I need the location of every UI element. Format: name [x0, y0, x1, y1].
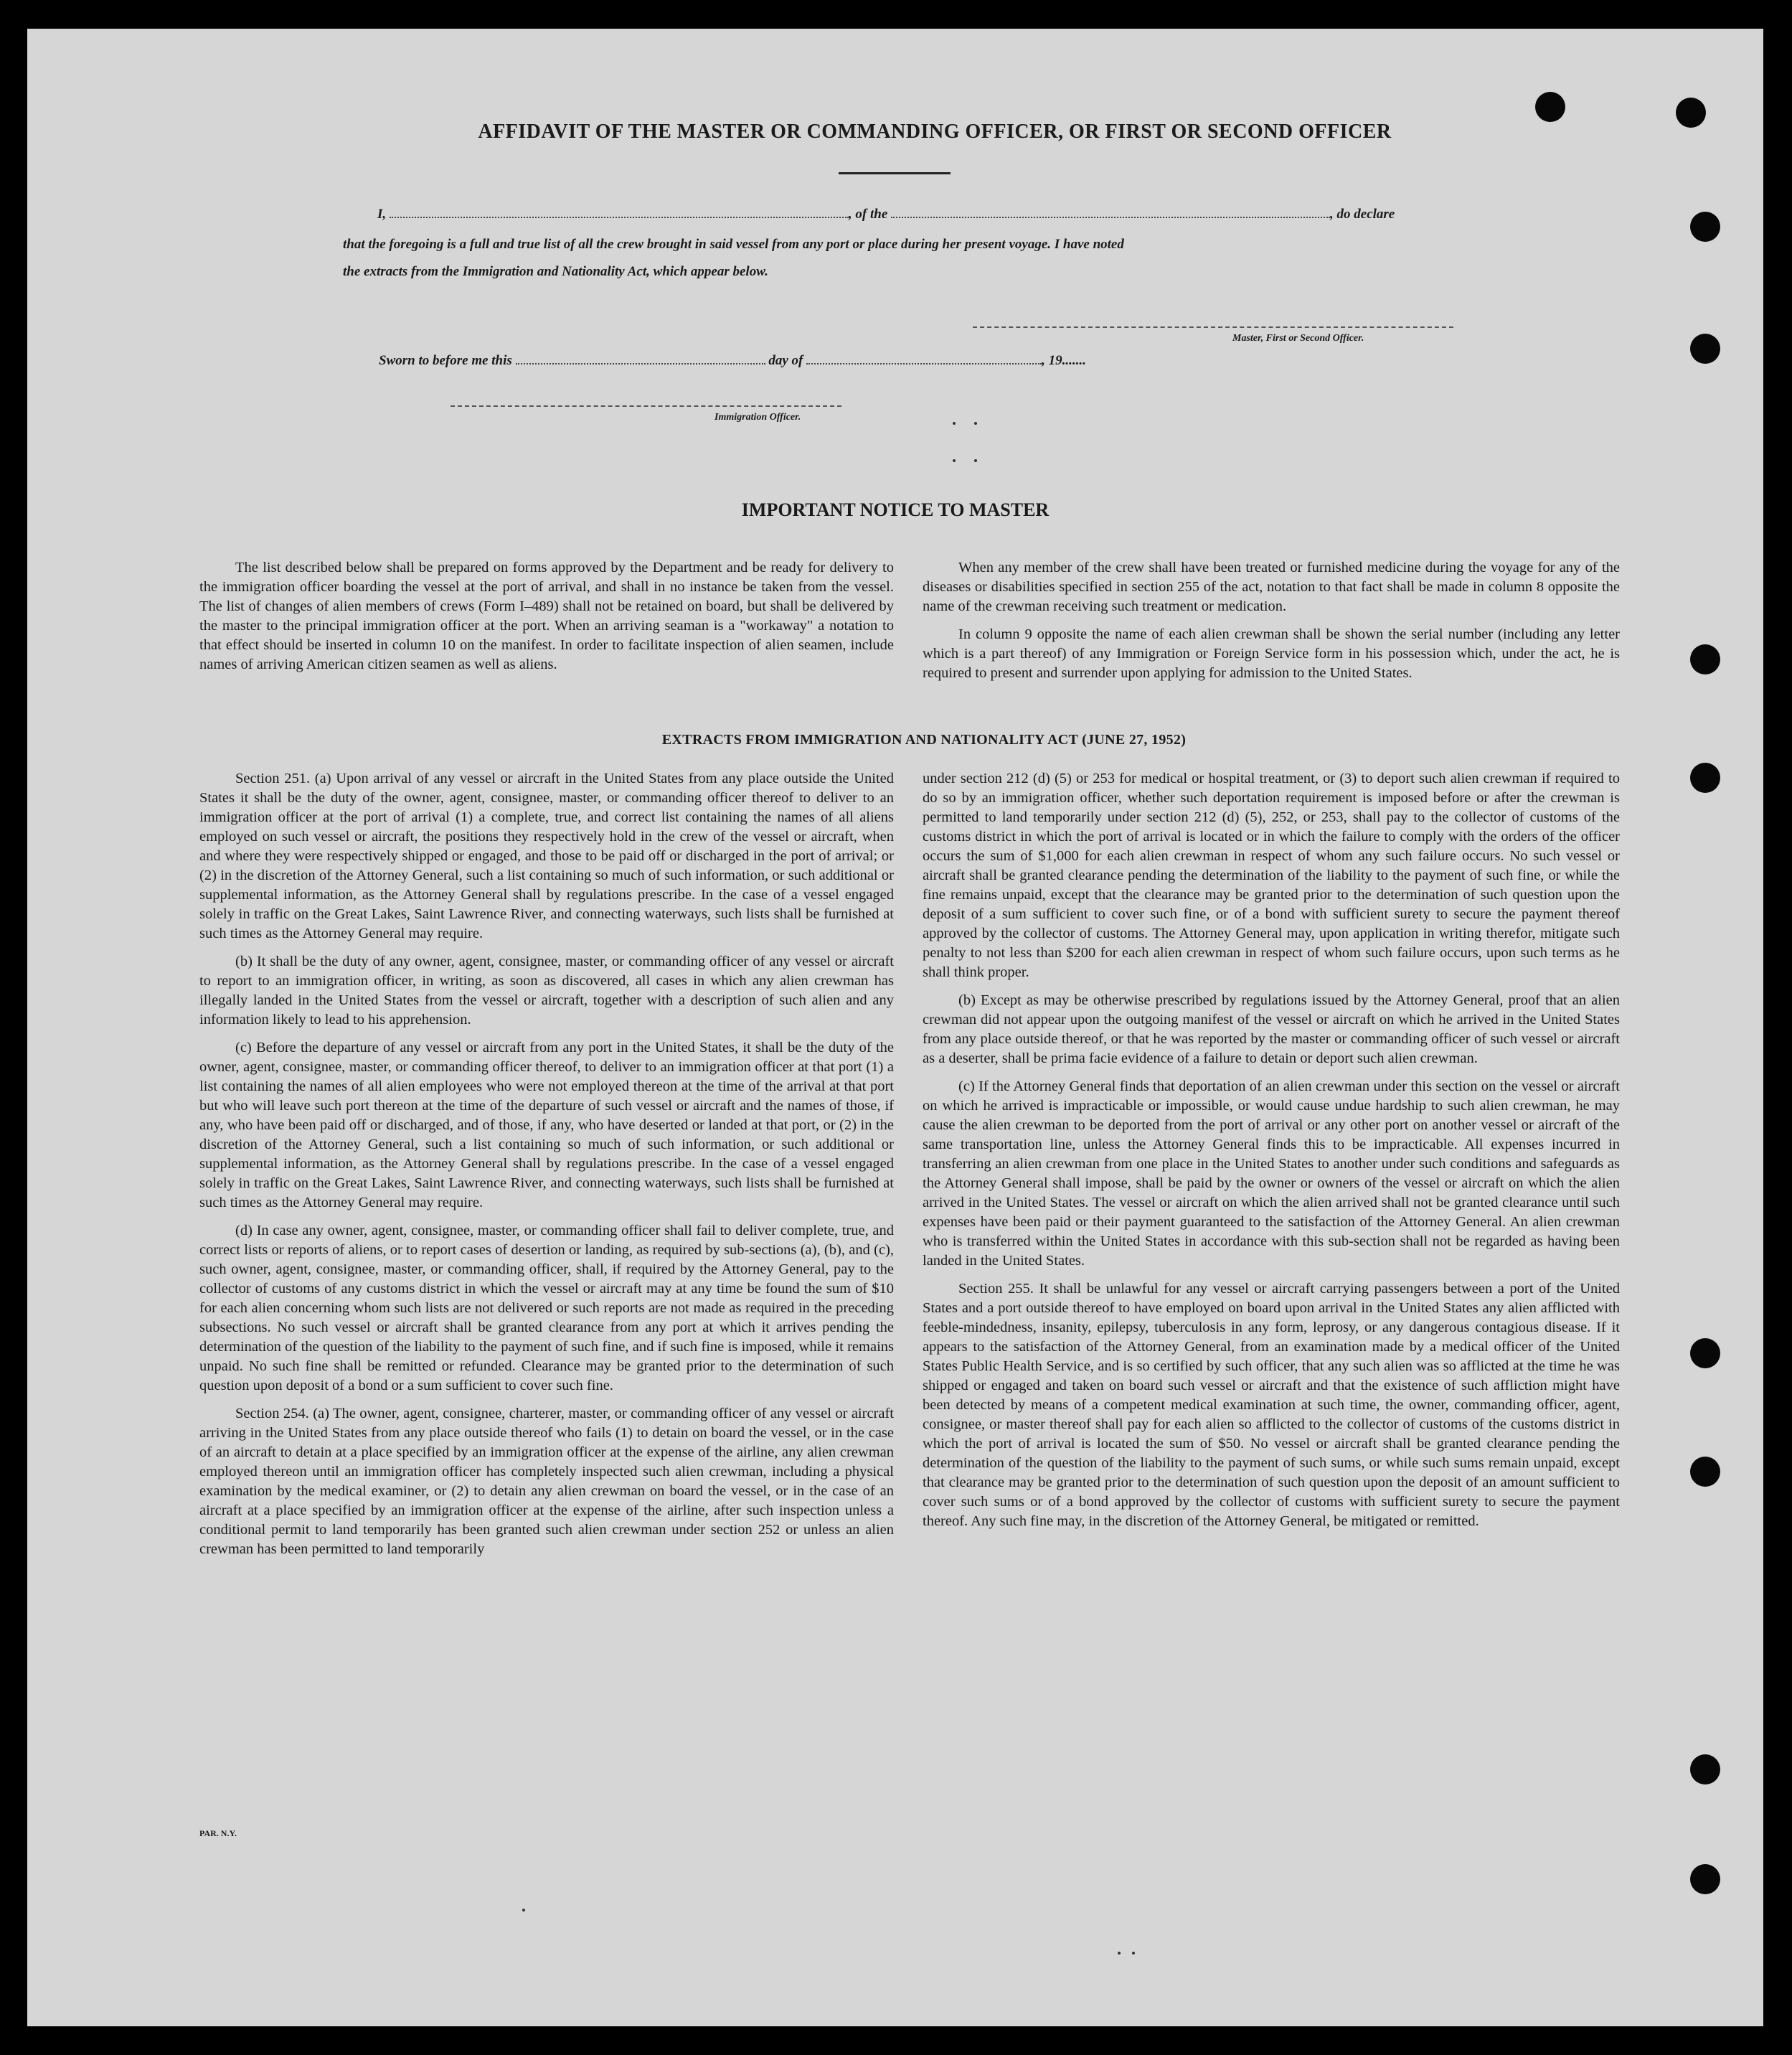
speck: [974, 422, 977, 425]
name-field[interactable]: [390, 217, 849, 218]
section-paragraph: Section 251. (a) Upon arrival of any vessel or aircraft in the United States from any place outside the United States it shall be the duty of the owner, agent, consignee, master, or commanding officer thereof to deliver to an immigration officer at the port of arrival (1) a complete, true, and correct list containing the names of all aliens employed on such vessel or aircraft, the positions they respectively hold in the crew of the vessel or aircraft, when and where they were respectively shipped or engaged, and those to be paid off or discharged in the port of arrival; or (2) in the discretion of the Attorney General, such a list containing so much of such information, or such additional or supplemental information, as the Attorney General shall by regulations prescribe. In the case of a vessel engaged solely in traffic on the Great Lakes, Saint Lawrence River, and connecting waterways, such lists shall be furnished at such times as the Attorney General may require.: [199, 771, 894, 941]
speck: [522, 1909, 525, 1911]
master-signature-line[interactable]: [973, 326, 1453, 328]
immigration-officer-label: Immigration Officer.: [715, 412, 801, 423]
year-label: , 19.......: [1042, 353, 1086, 368]
i-label: I,: [377, 207, 387, 222]
master-signature-label: Master, First or Second Officer.: [1232, 333, 1364, 344]
of-the-label: , of the: [848, 207, 888, 222]
punch-hole: [1690, 1754, 1720, 1784]
punch-hole: [1690, 334, 1720, 364]
notice-paragraph: The list described below shall be prepared on forms approved by the Department and be ready for delivery to the immigration officer boarding the vessel at the port of arrival, and shall in no instance be taken from the vessel. The list of changes of alien members of crews (Form I–489) shall not be retained on board, but shall be delivered by the master to the principal immigration officer at the port. When an arriving seaman is a "workaway" a notation to that effect should be inserted in column 10 on the manifest. In order to facilitate inspection of alien seamen, include names of arriving American citizen seamen as well as aliens.: [199, 560, 894, 672]
punch-hole: [1690, 1864, 1720, 1894]
notice-right-column: [923, 558, 1620, 683]
speck: [1118, 1952, 1121, 1955]
vessel-field[interactable]: [891, 217, 1330, 218]
section-paragraph: (b) Except as may be otherwise prescribed by regulations issued by the Attorney General, proof that an alien crewman did not appear upon the outgoing manifest of the vessel or aircraft on which he arrived in the United States from any place outside thereof, or that he was reported by the master or commanding officer of such vessel or aircraft as a deserter, shall be prima facie evidence of a failure to detain or deport such alien crewman.: [923, 992, 1620, 1066]
extracts-right-column: [923, 769, 1620, 1531]
extracts-left-column: [199, 769, 894, 1559]
speck: [953, 422, 956, 425]
sworn-line: [379, 353, 1086, 369]
section-paragraph: under section 212 (d) (5) or 253 for medical or hospital treatment, or (3) to deport such alien crewman if required to do so by an immigration officer, whether such deportation requirement is imposed before or after the crewman is permitted to land temporarily under section 212 (d) (5), 252, or 253, shall pay to the collector of customs of the customs district in which the port of arrival is located or in which the failure to comply with the orders of the officer occurs the sum of $1,000 for each alien crewman in respect of whom any such failure occurs. No such vessel or aircraft shall be granted clearance pending the determination of the liability to the payment of such fine, or while the fine remains unpaid, except that the clearance may be granted prior to the determination of such question upon the deposit of a sum sufficient to cover such fine, or of a bond with sufficient surety to secure the payment thereof approved by the collector of customs. The Attorney General may, upon application in writing therefor, mitigate such penalty to not less than $200 for each alien crewman in respect of whom such failure occurs, upon such terms as he shall think proper.: [923, 771, 1620, 980]
section-paragraph: (c) If the Attorney General finds that deportation of an alien crewman under this section on the vessel or aircraft on which he arrived is impracticable or impossible, or would cause undue hardship to such alien crewman, he may cause the alien crewman to be deported from the port of arrival or any other port on another vessel or aircraft of the same transportation line, unless the Attorney General finds this to be impracticable. All expenses incurred in transferring an alien crewman from one place in the United States to another under such conditions and safeguards as the Attorney General shall impose, shall be paid by the owner or owners of the vessel or aircraft on which the alien arrived in the United States. The vessel or aircraft on which the alien arrived shall not be granted clearance until such expenses have been paid or their payment guaranteed to the satisfaction of the Attorney General. An alien crewman who is transferred within the United States in accordance with this sub-section shall not be regarded as having been landed in the United States.: [923, 1078, 1620, 1269]
punch-hole: [1535, 92, 1565, 122]
immigration-officer-signature-line[interactable]: [451, 405, 841, 407]
section-paragraph: (c) Before the departure of any vessel or aircraft from any port in the United States, it shall be the duty of the owner, agent, consignee, master, or commanding officer thereof, to deliver to an immigration officer at that port (1) a list containing the names of all alien employees who were not employed thereon at the time of the arrival at that port but who will leave such port thereon at the time of the departure of such vessel or aircraft and the names of those, if any, who have been paid off or discharged, and of those, if any, who have deserted or landed at that port, or (2) in the discretion of the Attorney General, such a list containing so much of such information, or such additional or supplemental information, as the Attorney General shall by regulations prescribe. In the case of a vessel engaged solely in traffic on the Great Lakes, Saint Lawrence River, and connecting waterways, such lists shall be furnished at such times as the Attorney General may require.: [199, 1040, 894, 1210]
month-field[interactable]: [806, 363, 1042, 365]
title-underline: [839, 172, 951, 174]
speck: [974, 459, 977, 462]
section-paragraph: Section 254. (a) The owner, agent, consignee, charterer, master, or commanding officer of any vessel or aircraft arriving in the United States from any place outside thereof who fails (1) to detain on board the vessel, or in the case of an aircraft to detain at a place specified by an immigration officer at the expense of the airline, any alien crewman employed thereon until an immigration officer has completely inspected such alien crewman, including a physical examination by the medical examiner, or (2) to detain any alien crewman on board the vessel, or in the case of an aircraft at a place specified by an immigration officer at the expense of the airline, after such inspection unless a conditional permit to land temporarily has been granted such alien crewman under section 252 or unless an alien crewman has been permitted to land temporarily: [199, 1406, 894, 1557]
punch-hole: [1690, 212, 1720, 242]
notice-left-column: [199, 558, 894, 674]
punch-hole: [1690, 763, 1720, 793]
section-paragraph: Section 255. It shall be unlawful for any vessel or aircraft carrying passengers between a port of the United States and a port outside thereof to have employed on board upon arrival in the United States any alien afflicted with feeble-mindedness, insanity, epilepsy, tuberculosis in any form, leprosy, or any dangerous contagious disease. If it appears to the satisfaction of the Attorney General, from an examination made by a medical officer of the United States Public Health Service, and is so certified by such officer, that any such alien was so afflicted at the time he was shipped or engaged and taken on board such vessel or aircraft and that the existence of such affliction might have been detected by means of a competent medical examination at such time, the owner, commanding officer, agent, consignee, or master thereof shall pay for each alien so afflicted to the collector of customs of the customs district in which the port of arrival is located the sum of $50. No vessel or aircraft shall be granted clearance pending the determination of the question of the liability to the payment of such sums, or while such sums remain unpaid, except that clearance may be granted prior to the determination of such question upon the deposit of an amount sufficient to cover such sums or of a bond approved by the collector of customs with sufficient surety to secure the payment thereof. Any such fine may, in the discretion of the Attorney General, be mitigated or remitted.: [923, 1281, 1620, 1529]
section-paragraph: (d) In case any owner, agent, consignee, master, or commanding officer shall fail to deliver complete, true, and correct lists or reports of aliens, or to report cases of desertion or landing, as required by sub-sections (a), (b), and (c), such owner, agent, consignee, master, or commanding officer, shall, if required by the Attorney General, pay to the collector of customs of any customs district in which the vessel or aircraft may at any time be found the sum of $10 for each alien concerning whom such lists are not delivered or such reports are not made as required in the preceding subsections. No such vessel or aircraft shall be granted clearance from any port at which it arrives pending the determination of the question of the liability to the payment of such fine, and if such fine is imposed, while it remains unpaid. No such fine shall be remitted or refunded. Clearance may be granted prior to the determination of such question upon deposit of a bond or a sum sufficient to cover such fine.: [199, 1223, 894, 1393]
notice-paragraph: When any member of the crew shall have been treated or furnished medicine during the voyage for any of the diseases or disabilities specified in section 255 of the act, notation to that fact shall be made in column 8 opposite the name of the crewman receiving such treatment or medication.: [923, 560, 1620, 614]
punch-hole: [1690, 1457, 1720, 1487]
declaration-line: [377, 207, 1395, 222]
statement-line-1: that the foregoing is a full and true list of all the crew brought in said vessel from any port or place during her present voyage. I have noted: [343, 237, 1124, 252]
speck: [1132, 1952, 1135, 1955]
day-of-label: day of: [768, 353, 803, 368]
printer-mark: PAR. N.Y.: [199, 1828, 237, 1838]
notice-title: IMPORTANT NOTICE TO MASTER: [741, 499, 1050, 520]
punch-hole: [1690, 1338, 1720, 1368]
sworn-label: Sworn to before me this: [379, 353, 512, 368]
day-field[interactable]: [516, 363, 765, 365]
speck: [953, 459, 956, 462]
notice-paragraph: In column 9 opposite the name of each alien crewman shall be shown the serial number (including any letter which is a part thereof) of any Immigration or Foreign Service form in his possession which, under the act, he is required to present and surrender upon applying for admission to the United States.: [923, 626, 1620, 681]
section-paragraph: (b) It shall be the duty of any owner, agent, consignee, master, or commanding officer of any vessel or aircraft to report to an immigration officer, in writing, as soon as discovered, all cases in which any alien crewman has illegally landed in the United States from the vessel or aircraft, together with a description of such alien and any information likely to lead to his apprehension.: [199, 954, 894, 1028]
extracts-title: EXTRACTS FROM IMMIGRATION AND NATIONALITY ACT (JUNE 27, 1952): [661, 732, 1187, 748]
statement-line-2: the extracts from the Immigration and Nationality Act, which appear below.: [343, 264, 768, 279]
document-page: [27, 29, 1763, 2026]
punch-hole: [1690, 644, 1720, 674]
affidavit-title: AFFIDAVIT OF THE MASTER OR COMMANDING OFFICER, OR FIRST OR SECOND OFFICER: [478, 121, 1392, 143]
do-declare-label: , do declare: [1330, 207, 1395, 222]
